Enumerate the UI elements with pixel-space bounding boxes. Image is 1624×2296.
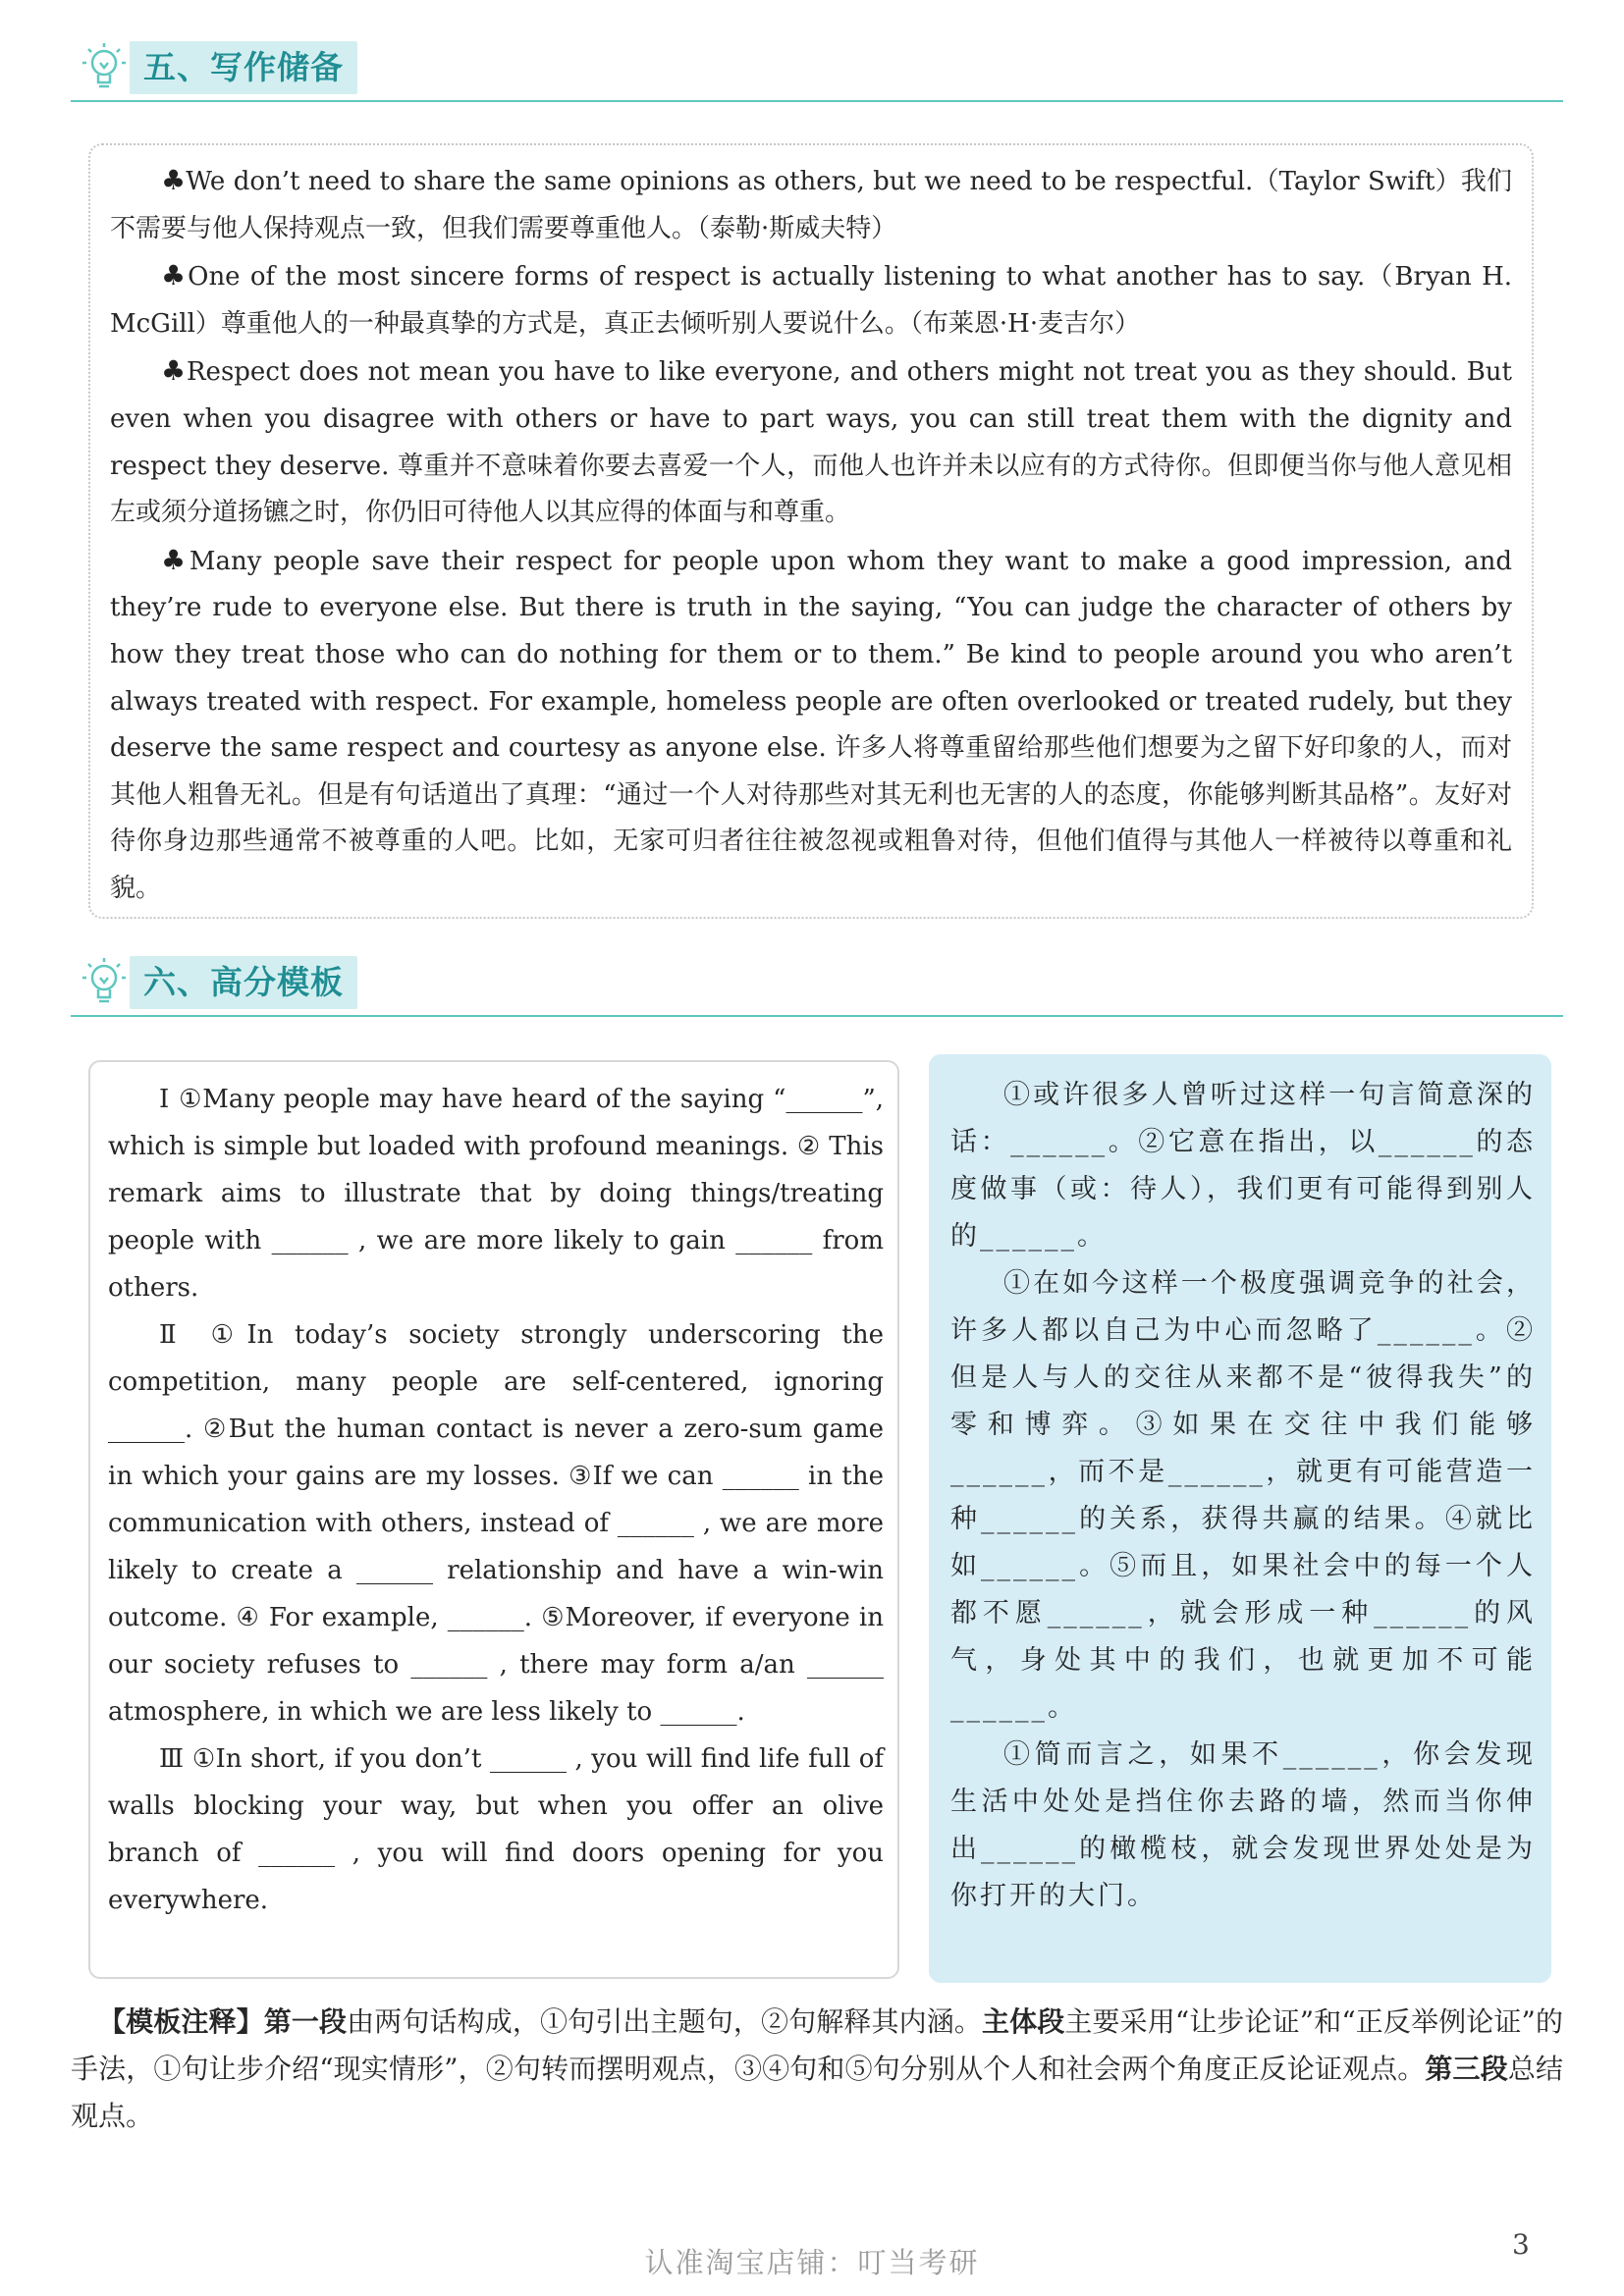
template-paragraph: ①在如今这样一个极度强调竞争的社会，许多人都以自己为中心而忽略了______。②但是人与人的交往从来都不是“彼得我失”的零和博弈。③如果在交往中我们能够______，而不是______，就更有可能营造一种______的关系，获得共赢的结果。④就比如______。⑤而且，如果社会中的每一个人都不愿______，就会形成一种______的风气，身处其中的我们，也就更加不可能______。 xyxy=(950,1268,1536,1723)
quotes-box xyxy=(88,143,1534,919)
quote-text: Respect does not mean you have to like everyone, and others might not treat you as they should. But even when you disagree with others or have to part ways, you can still treat them with the dignity and respect they deserve. 尊重并不意味着你要去喜爱一个人，而他人也许并未以应有的方式待你。但即便当你与他人意见相左或须分道扬镳之时，你仍旧可待他人以其应得的体面与和尊重。 xyxy=(110,357,1512,528)
quote-text: Many people save their respect for people upon whom they want to make a good impression, and they’re rude to everyone else. But there is truth in the saying, “You can judge the character of others by how they treat those who can do nothing for them or to them.” Be kind to people around you who aren’t always treated with respect. For example, homeless people are often overlooked or treated rudely, but they deserve the same respect and courtesy as anyone else. 许多人将尊重留给那些他们想要为之留下好印象的人，而对其他人粗鲁无礼。但是有句话道出了真理：“通过一个人对待那些对其无利也无害的人的态度，你能够判断其品格”。友好对待你身边那些通常不被尊重的人吧。比如，无家可归者往往被忽视或粗鲁对待，但他们值得与其他人一样被待以尊重和礼貌。 xyxy=(110,546,1512,903)
section-header-template xyxy=(71,948,1563,1017)
note-keyword: 第三段 xyxy=(1425,2053,1508,2085)
template-paragraph: Ⅱ ①In today’s society strongly underscoring the competition, many people are self-centered, ignoring ______. ②But the human contact is never a zero-sum game in which your gains are my losses. ③If we can ______ in the communication with others, instead of ______ , we are more likely to create a ______ relationship and have a win-win outcome. ④ For example, ______. ⑤Moreover, if everyone in our society refuses to ______ , there may form a/an ______ atmosphere, in which we are less likely to ______. xyxy=(108,1320,884,1727)
section-rule xyxy=(71,100,1563,102)
quote-text: One of the most sincere forms of respect is actually listening to what another has to say.（Bryan H. McGill）尊重他人的一种最真挚的方式是，真正去倾听别人要说什么。（布莱恩·H·麦吉尔） xyxy=(110,262,1513,339)
template-paragraph: Ⅰ ①Many people may have heard of the saying “______”, which is simple but loaded with profound meanings. ② This remark aims to illustrate that by doing things/treating people with ______ , we are more likely to gain ______ from others. xyxy=(108,1085,884,1303)
note-keyword: 第一段 xyxy=(263,2005,348,2038)
quote-paragraph xyxy=(110,252,1512,347)
template-paragraph: ①或许很多人曾听过这样一句言简意深的话：______。②它意在指出，以______的态度做事（或：待人），我们更有可能得到别人的______。 xyxy=(950,1080,1536,1252)
page-number: 3 xyxy=(1512,2228,1530,2261)
section-title: 五、写作储备 xyxy=(130,41,357,94)
club-icon: ♣ xyxy=(161,164,187,196)
template-paragraph: ①简而言之，如果不______，你会发现生活中处处是挡住你去路的墙，然而当你伸出______的橄榄枝，就会发现世界处处是为你打开的大门。 xyxy=(950,1739,1536,1911)
note-text: 主要采用“让步论证”和“正反举例论证”的手法，①句让步介绍“现实情形”，②句转而摆明观点，③④句和⑤句分别从个人和社会两个角度正反论证观点。 xyxy=(71,2005,1563,2085)
note-label: 【模板注释】 xyxy=(98,2005,264,2038)
footer-watermark: 认准淘宝店铺：叮当考研 xyxy=(644,2246,980,2279)
club-icon: ♣ xyxy=(161,354,187,388)
note-text: 总结观点。 xyxy=(71,2053,1563,2132)
chinese-template-box xyxy=(929,1054,1551,1983)
lightbulb-icon xyxy=(75,952,134,1011)
club-icon: ♣ xyxy=(161,259,189,293)
club-icon: ♣ xyxy=(161,543,189,576)
note-text: 由两句话构成，①句引出主题句，②句解释其内涵。 xyxy=(347,2005,982,2038)
quote-paragraph xyxy=(110,157,1512,252)
template-paragraph: Ⅲ ①In short, if you don’t ______ , you will find life full of walls blocking your way, but when you offer an olive branch of ______ , you will find doors opening for you everywhere. xyxy=(108,1744,884,1915)
section-rule xyxy=(71,1015,1563,1017)
quote-paragraph xyxy=(110,347,1512,536)
section-title: 六、高分模板 xyxy=(130,956,357,1009)
note-keyword: 主体段 xyxy=(981,2005,1065,2038)
english-template-box xyxy=(88,1060,899,1979)
quote-text: We don’t need to share the same opinions as others, but we need to be respectful.（Taylor Swift）我们不需要与他人保持观点一致，但我们需要尊重他人。（泰勒·斯威夫特） xyxy=(110,167,1513,243)
lightbulb-icon xyxy=(75,37,134,96)
quote-paragraph xyxy=(110,537,1512,913)
template-note xyxy=(71,1999,1563,2140)
section-header-writing-prep xyxy=(71,33,1563,102)
